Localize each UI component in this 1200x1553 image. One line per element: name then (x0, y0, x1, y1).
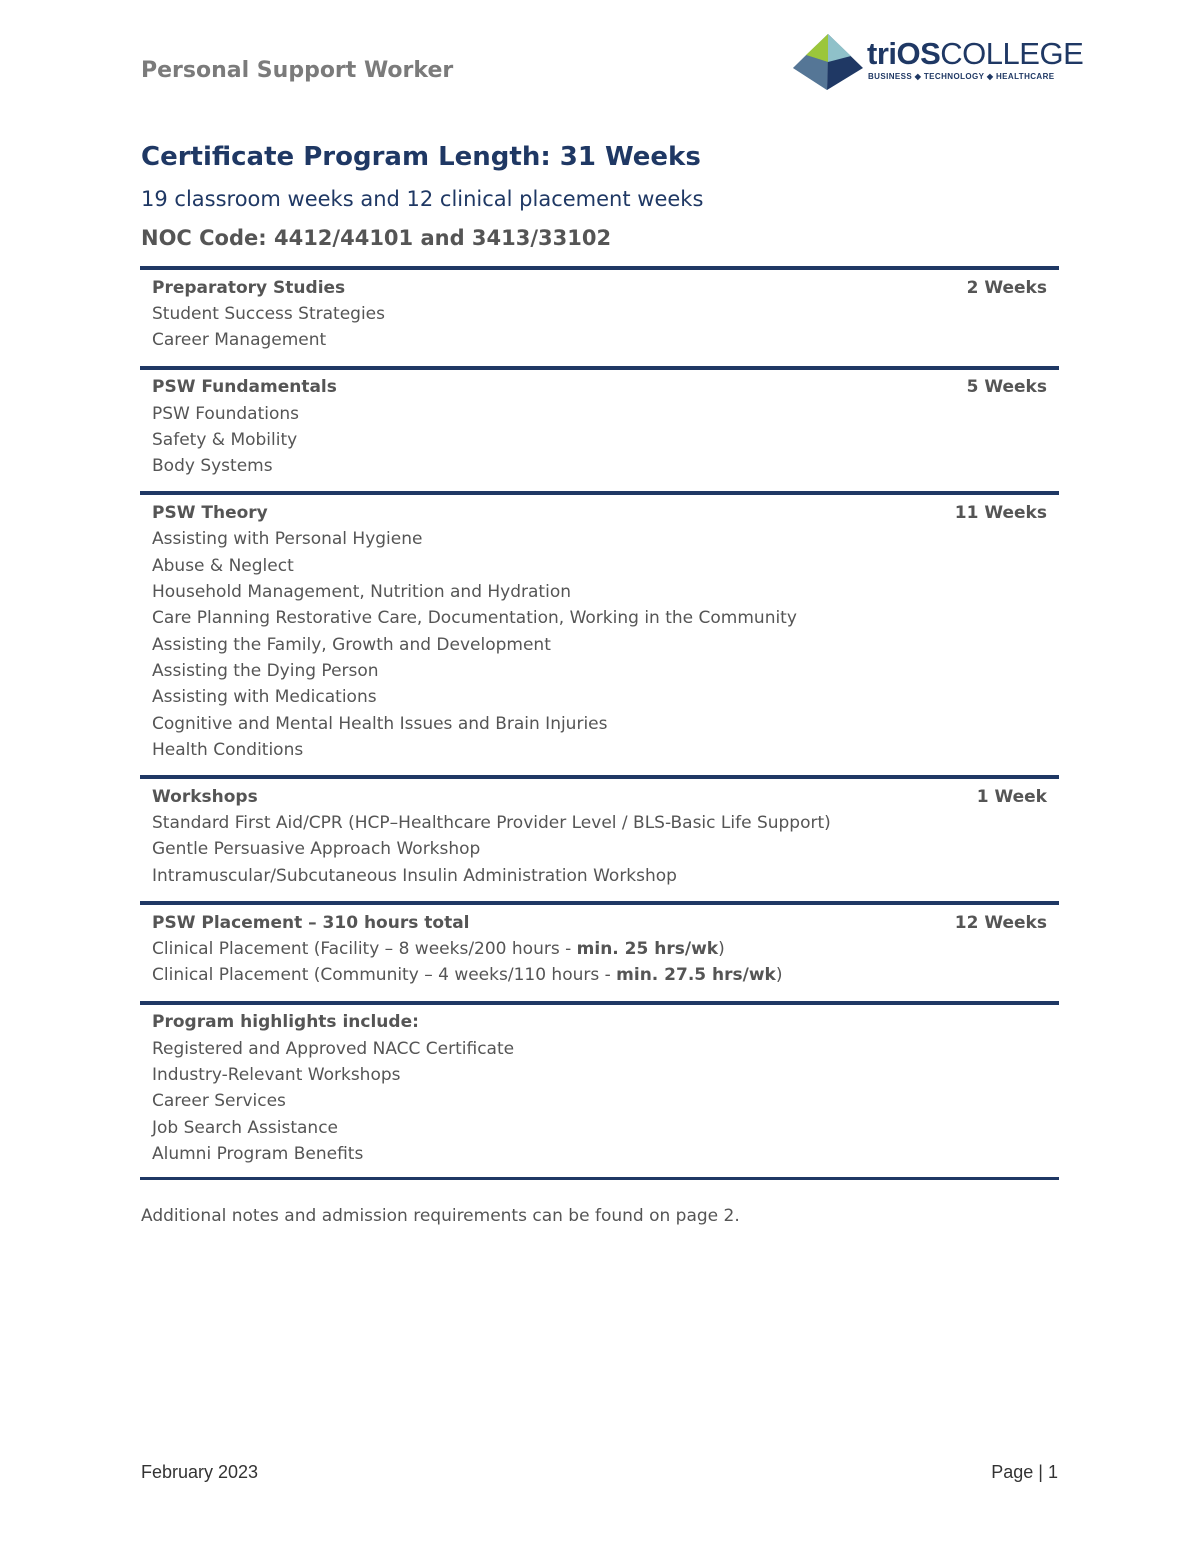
logo-wordmark (867, 36, 1083, 72)
section-duration: 12 Weeks (954, 912, 1047, 933)
section-header (152, 1009, 1047, 1036)
section-title: Preparatory Studies (152, 277, 346, 298)
section-item: Industry-Relevant Workshops (152, 1064, 401, 1085)
logo-tagline: BUSINESS ◆ TECHNOLOGY ◆ HEALTHCARE (868, 72, 1055, 81)
section-item: PSW Foundations (152, 403, 300, 424)
section-item: Assisting the Dying Person (152, 660, 379, 681)
section-item: Body Systems (152, 456, 273, 477)
section-item: Job Search Assistance (152, 1117, 339, 1138)
section-title: PSW Placement – 310 hours total (152, 912, 470, 933)
section-item: Career Services (152, 1091, 286, 1112)
curriculum-section (140, 366, 1059, 492)
section-item: Standard First Aid/CPR (HCP–Healthcare Provider Level / BLS-Basic Life Support) (152, 813, 831, 834)
section-item: Registered and Approved NACC Certificate (152, 1038, 515, 1059)
section-item: Care Planning Restorative Care, Documentation, Working in the Community (152, 608, 797, 629)
section-item: Abuse & Neglect (152, 555, 294, 576)
section-header (152, 374, 1047, 401)
footer-date: February 2023 (141, 1462, 259, 1482)
section-item: Career Management (152, 330, 327, 351)
section-duration: 1 Week (976, 786, 1047, 807)
admission-note: Additional notes and admission requirements can be found on page 2. (141, 1206, 740, 1226)
section-header (152, 274, 1047, 301)
program-subtitle: 19 classroom weeks and 12 clinical placement weeks (141, 187, 704, 211)
section-header (152, 499, 1047, 526)
section-duration: 2 Weeks (966, 277, 1047, 298)
document-header-title: Personal Support Worker (141, 58, 454, 83)
item-min-hours: min. 25 hrs/wk (576, 939, 719, 960)
section-duration: 11 Weeks (954, 502, 1047, 523)
section-item: Household Management, Nutrition and Hydration (152, 582, 571, 603)
item-min-hours: min. 27.5 hrs/wk (616, 965, 776, 986)
section-title: PSW Theory (152, 502, 268, 523)
section-title: Program highlights include: (152, 1012, 419, 1033)
curriculum-section (140, 1001, 1059, 1180)
curriculum-section (140, 266, 1059, 366)
section-item: Intramuscular/Subcutaneous Insulin Administration Workshop (152, 865, 677, 886)
section-item: Assisting the Family, Growth and Development (152, 634, 551, 655)
trios-college-logo (793, 30, 1084, 94)
item-text: Clinical Placement (Facility – 8 weeks/200 hours - (152, 939, 577, 960)
item-text: Clinical Placement (Community – 4 weeks/110 hours - (152, 965, 617, 986)
section-item: Student Success Strategies (152, 304, 385, 324)
section-item: Cognitive and Mental Health Issues and Brain Injuries (152, 713, 608, 734)
section-item: Safety & Mobility (152, 429, 298, 450)
section-item: Alumni Program Benefits (152, 1143, 364, 1164)
section-item: Health Conditions (152, 739, 304, 760)
logo-wordmark-bold: triOS (867, 36, 941, 71)
item-text-tail: ) (775, 965, 783, 986)
section-header (152, 783, 1047, 810)
section-item (152, 962, 1047, 988)
section-item: Gentle Persuasive Approach Workshop (152, 839, 481, 860)
page-number: Page | 1 (991, 1462, 1058, 1482)
curriculum-section (140, 901, 1059, 1001)
noc-code: NOC Code: 4412/44101 and 3413/33102 (141, 226, 612, 250)
curriculum-table (140, 266, 1059, 1180)
section-item: Assisting with Medications (152, 687, 377, 708)
curriculum-section (140, 775, 1059, 901)
pyramid-logo-icon (793, 34, 863, 90)
logo-wordmark-regular: COLLEGE (940, 36, 1084, 71)
section-title: PSW Fundamentals (152, 377, 337, 398)
program-title: Certificate Program Length: 31 Weeks (141, 142, 701, 172)
section-header (152, 909, 1047, 936)
section-item (152, 936, 1047, 962)
curriculum-section (140, 491, 1059, 775)
item-text-tail: ) (718, 939, 725, 960)
section-duration: 5 Weeks (966, 377, 1047, 398)
section-title: Workshops (152, 786, 258, 807)
section-item: Assisting with Personal Hygiene (152, 529, 423, 550)
